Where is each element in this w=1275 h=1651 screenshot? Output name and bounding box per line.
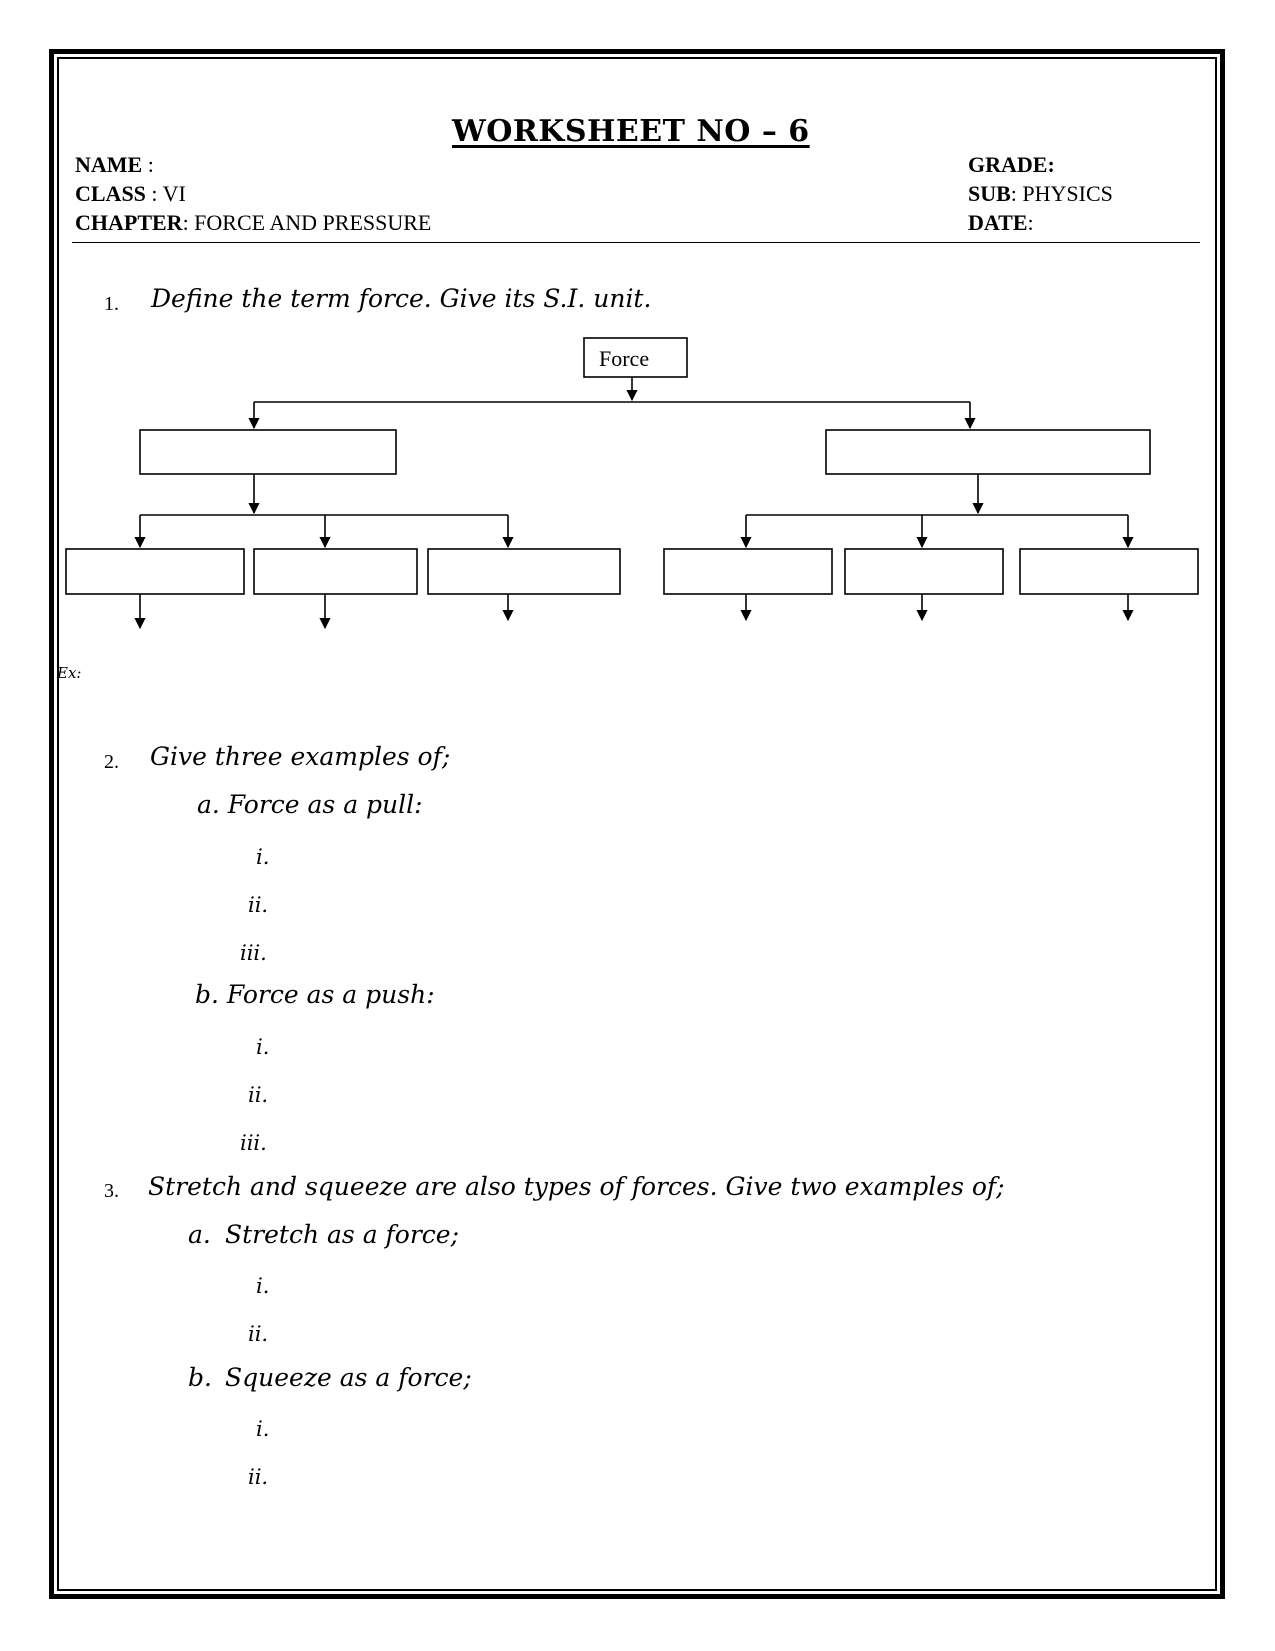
q2a-item-iii: iii. (240, 941, 267, 965)
q2b-item-ii: ii. (248, 1083, 269, 1107)
right-category-box (826, 430, 1150, 474)
subject-value: : PHYSICS (1010, 181, 1113, 206)
q3a-text: Stretch as a force; (225, 1220, 460, 1249)
q3b-label: b. (188, 1363, 212, 1392)
q1-text: Define the term force. Give its S.I. unit. (151, 284, 652, 313)
q2a-item-ii: ii. (248, 893, 269, 917)
q3b-text: Squeeze as a force; (225, 1363, 472, 1392)
q2b-item-iii: iii. (240, 1131, 267, 1155)
q3b-item-i: i. (256, 1417, 270, 1441)
q2b-label: b. Force as a push: (195, 980, 435, 1009)
date-sep: : (1027, 210, 1034, 235)
chapter-label: CHAPTER (75, 210, 183, 235)
q3-text: Stretch and squeeze are also types of forces. Give two examples of; (148, 1172, 1005, 1201)
sub-box-1 (66, 549, 244, 594)
sub-box-5 (845, 549, 1003, 594)
example-label: Ex: (57, 664, 82, 682)
grade-label: GRADE: (968, 152, 1055, 177)
q3a-item-ii: ii. (248, 1322, 269, 1346)
q3b-item-ii: ii. (248, 1465, 269, 1489)
subject-label: SUB (968, 181, 1011, 206)
name-label: NAME (75, 152, 143, 177)
sub-box-6 (1020, 549, 1198, 594)
root-box-label: Force (599, 346, 650, 371)
worksheet-title: WORKSHEET NO – 6 (452, 114, 810, 149)
q2-text: Give three examples of; (150, 742, 451, 771)
q2-number: 2. (104, 751, 119, 773)
q1-number: 1. (104, 293, 119, 315)
name-sep: : (142, 152, 154, 177)
chapter-value: : FORCE AND PRESSURE (182, 210, 432, 235)
sub-box-3 (428, 549, 620, 594)
q2a-item-i: i. (256, 845, 270, 869)
left-category-box (140, 430, 396, 474)
q3-number: 3. (104, 1180, 119, 1202)
date-label: DATE (968, 210, 1028, 235)
q3a-item-i: i. (256, 1274, 270, 1298)
q3a-label: a. (188, 1220, 211, 1249)
sub-box-4 (664, 549, 832, 594)
q2a-label: a. Force as a pull: (197, 790, 423, 819)
sub-box-2 (254, 549, 417, 594)
class-label: CLASS (75, 181, 146, 206)
class-value: : VI (145, 181, 186, 206)
q2b-item-i: i. (256, 1035, 270, 1059)
